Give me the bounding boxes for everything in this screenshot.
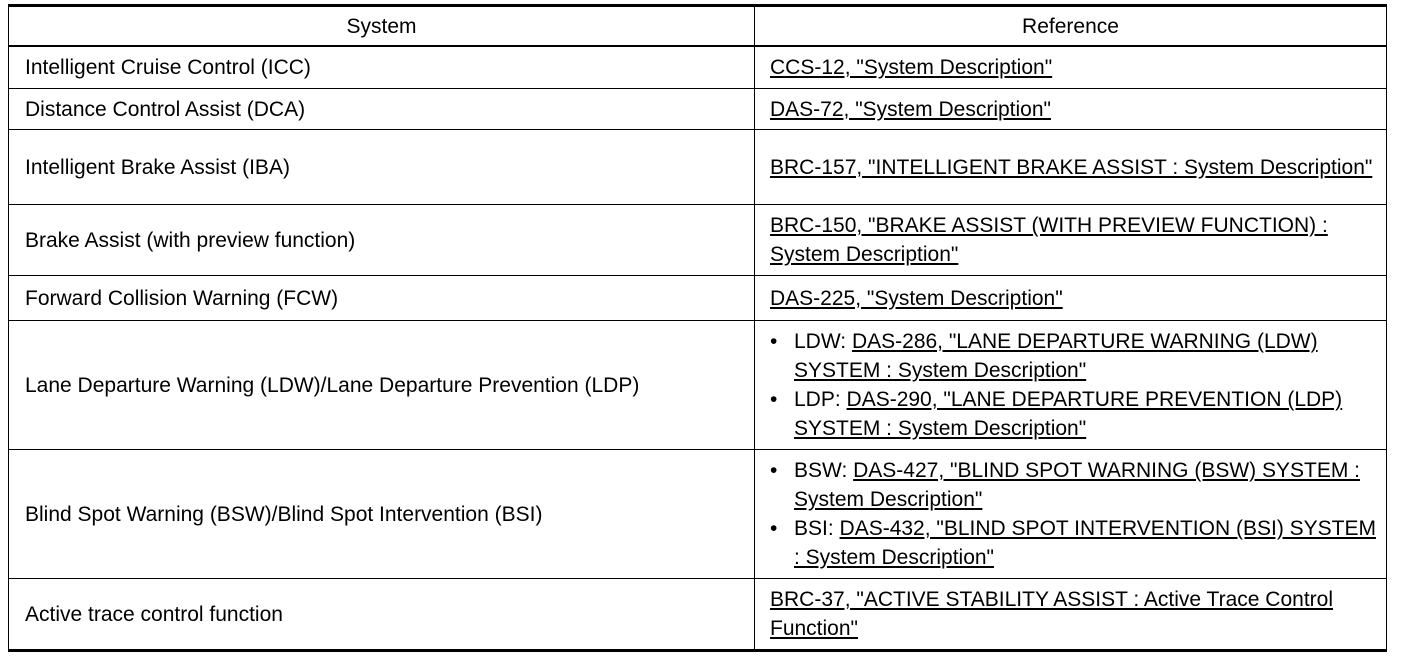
system-name-brake-assist: Brake Assist (with preview function): [9, 205, 755, 276]
reference-link-active-trace[interactable]: BRC-37, "ACTIVE STABILITY ASSIST : Active Trace Control Function": [770, 588, 1333, 640]
reference-cell: [755, 89, 1387, 130]
table-row: [9, 205, 1387, 276]
table-row: [9, 130, 1387, 205]
bullet-icon: •: [770, 459, 778, 482]
list-item: [770, 385, 1378, 443]
table-row: [9, 46, 1387, 89]
reference-cell: [755, 130, 1387, 205]
reference-cell: [755, 205, 1387, 276]
reference-cell: [755, 450, 1387, 579]
table-row: [9, 89, 1387, 130]
table-header-row: [9, 6, 1387, 47]
reference-cell: [755, 321, 1387, 450]
system-name-icc: Intelligent Cruise Control (ICC): [9, 46, 755, 89]
bullet-icon: •: [770, 517, 778, 540]
reference-prefix-bsi: BSI:: [794, 517, 840, 540]
reference-link-icc[interactable]: CCS-12, "System Description": [770, 56, 1053, 79]
system-name-fcw: Forward Collision Warning (FCW): [9, 276, 755, 321]
system-name-active-trace: Active trace control function: [9, 579, 755, 651]
reference-column-header: Reference: [755, 6, 1387, 47]
system-column-header: System: [9, 6, 755, 47]
system-name-dca: Distance Control Assist (DCA): [9, 89, 755, 130]
reference-bullet-list: [770, 456, 1378, 572]
list-item: [770, 327, 1378, 385]
table-row: [9, 579, 1387, 651]
reference-link-bsw[interactable]: DAS-427, "BLIND SPOT WARNING (BSW) SYSTEM : System Description": [794, 459, 1360, 511]
system-name-ldw-ldp: Lane Departure Warning (LDW)/Lane Departure Prevention (LDP): [9, 321, 755, 450]
reference-cell: [755, 276, 1387, 321]
system-reference-table: [8, 4, 1387, 652]
reference-bullet-list: [770, 327, 1378, 443]
reference-prefix-bsw: BSW:: [794, 459, 854, 482]
reference-link-ldw[interactable]: DAS-286, "LANE DEPARTURE WARNING (LDW) SYSTEM : System Description": [794, 330, 1318, 382]
reference-link-brake-assist[interactable]: BRC-150, "BRAKE ASSIST (WITH PREVIEW FUNCTION) : System Description": [770, 214, 1328, 266]
table-row: [9, 321, 1387, 450]
reference-prefix-ldp: LDP:: [794, 388, 847, 411]
system-name-bsw-bsi: Blind Spot Warning (BSW)/Blind Spot Intervention (BSI): [9, 450, 755, 579]
list-item: [770, 456, 1378, 514]
reference-link-fcw[interactable]: DAS-225, "System Description": [770, 286, 1063, 310]
reference-cell: [755, 579, 1387, 651]
reference-link-bsi[interactable]: DAS-432, "BLIND SPOT INTERVENTION (BSI) SYSTEM : System Description": [794, 517, 1376, 569]
list-item: [770, 514, 1378, 572]
reference-prefix-ldw: LDW:: [794, 330, 852, 353]
reference-link-dca[interactable]: DAS-72, "System Description": [770, 97, 1051, 121]
reference-link-iba[interactable]: BRC-157, "INTELLIGENT BRAKE ASSIST : System Description": [770, 155, 1373, 179]
reference-link-ldp[interactable]: DAS-290, "LANE DEPARTURE PREVENTION (LDP) SYSTEM : System Description": [794, 388, 1343, 440]
system-name-iba: Intelligent Brake Assist (IBA): [9, 130, 755, 205]
bullet-icon: •: [770, 330, 778, 353]
table-row: [9, 276, 1387, 321]
bullet-icon: •: [770, 388, 778, 411]
table-row: [9, 450, 1387, 579]
reference-cell: [755, 46, 1387, 89]
